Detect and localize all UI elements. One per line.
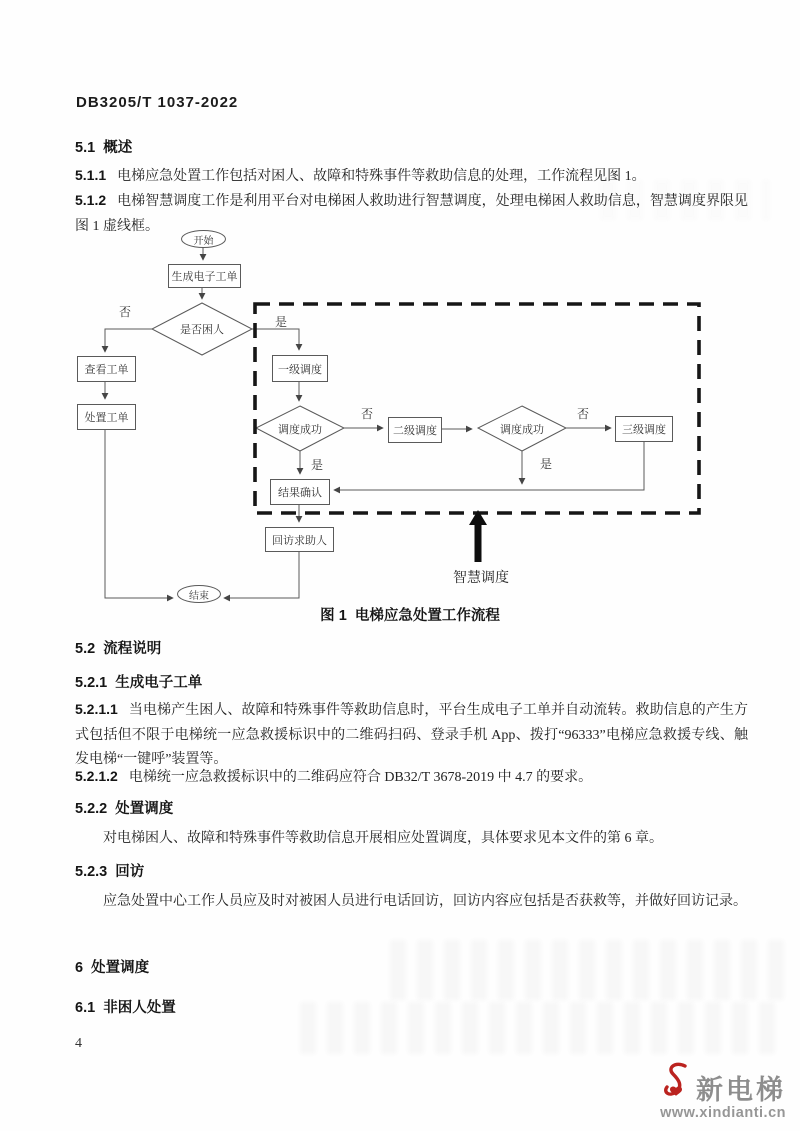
heading-5-2-2: 5.2.2 处置调度 xyxy=(75,801,174,817)
flow-node-level1-dispatch: 一级调度 xyxy=(272,355,328,382)
heading-5-2-3: 5.2.3 回访 xyxy=(75,864,145,880)
smart-dispatch-label: 智慧调度 xyxy=(453,571,509,586)
xindianti-watermark xyxy=(659,1062,786,1121)
clause-number: 5.2.1.2 xyxy=(75,768,118,784)
heading-5-1: 5.1 概述 xyxy=(75,140,133,156)
branch-label-no: 否 xyxy=(119,305,132,319)
brand-text: 新电梯 xyxy=(696,1075,786,1105)
clause-number: 5.1.1 xyxy=(75,167,107,183)
clause-text: 电梯应急处置工作包括对困人、故障和特殊事件等救助信息的处理，工作流程见图 1。 xyxy=(117,169,646,184)
flow-decision-dispatch-success-2: 调度成功 xyxy=(500,423,544,436)
clause-text: 电梯智慧调度工作是利用平台对电梯困人救助进行智慧调度，处理电梯困人救助信息，智慧调度界限见图 1 虚线框。 xyxy=(75,194,748,234)
flow-node-view-workorder: 查看工单 xyxy=(77,356,136,382)
branch-label-yes: 是 xyxy=(540,457,553,471)
para-5-2-2: 对电梯困人、故障和特殊事件等救助信息开展相应处置调度，具体要求见本文件的第 6 章。 xyxy=(103,831,663,846)
page-number: 4 xyxy=(75,1036,82,1051)
heading-5-2-1: 5.2.1 生成电子工单 xyxy=(75,675,203,691)
flow-node-result-confirm: 结果确认 xyxy=(270,479,330,505)
flow-node-callback-helper: 回访求助人 xyxy=(265,527,334,552)
scan-bleed-noise xyxy=(300,1002,785,1054)
flow-decision-is-trapped: 是否困人 xyxy=(180,324,224,336)
flow-node-generate-workorder: 生成电子工单 xyxy=(168,264,241,288)
branch-label-yes: 是 xyxy=(275,315,288,329)
heading-5-2: 5.2 流程说明 xyxy=(75,641,162,657)
flow-node-level2-dispatch: 二级调度 xyxy=(388,417,442,443)
figure-1-caption: 图 1 电梯应急处置工作流程 xyxy=(320,608,500,624)
scan-bleed-noise xyxy=(390,940,785,1000)
flow-node-handle-workorder: 处置工单 xyxy=(77,404,136,430)
standard-number: DB3205/T 1037-2022 xyxy=(76,94,239,111)
clause-5-2-1-1 xyxy=(75,697,748,773)
flow-node-end: 结束 xyxy=(177,585,221,603)
clause-text: 电梯统一应急救援标识中的二维码应符合 DB32/T 3678-2019 中 4.7 的要求。 xyxy=(128,770,593,785)
branch-label-no: 否 xyxy=(577,407,590,421)
heading-6-1: 6.1 非困人处置 xyxy=(75,1000,176,1016)
xindianti-logo-icon xyxy=(659,1062,692,1105)
branch-label-no: 否 xyxy=(361,407,374,421)
clause-number: 5.2.1.1 xyxy=(75,701,118,717)
brand-url: www.xindianti.cn xyxy=(660,1105,786,1121)
heading-6: 6 处置调度 xyxy=(75,960,150,976)
para-5-2-3: 应急处置中心工作人员应及时对被困人员进行电话回访，回访内容应包括是否获救等，并做好回访记录。 xyxy=(103,894,747,909)
flow-node-level3-dispatch: 三级调度 xyxy=(615,416,673,442)
clause-number: 5.1.2 xyxy=(75,192,107,208)
clause-text: 当电梯产生困人、故障和特殊事件等救助信息时，平台生成电子工单并自动流转。救助信息的产生方式包括但不限于电梯统一应急救援标识中的二维码扫码、登录手机 App、拨打“96333”电梯应急救援专线、触发电梯“一键呼”装置等。 xyxy=(75,703,748,767)
flow-decision-dispatch-success-1: 调度成功 xyxy=(278,423,322,436)
branch-label-yes: 是 xyxy=(311,458,324,472)
clause-5-2-1-2 xyxy=(75,764,748,791)
flow-node-start: 开始 xyxy=(181,230,226,248)
